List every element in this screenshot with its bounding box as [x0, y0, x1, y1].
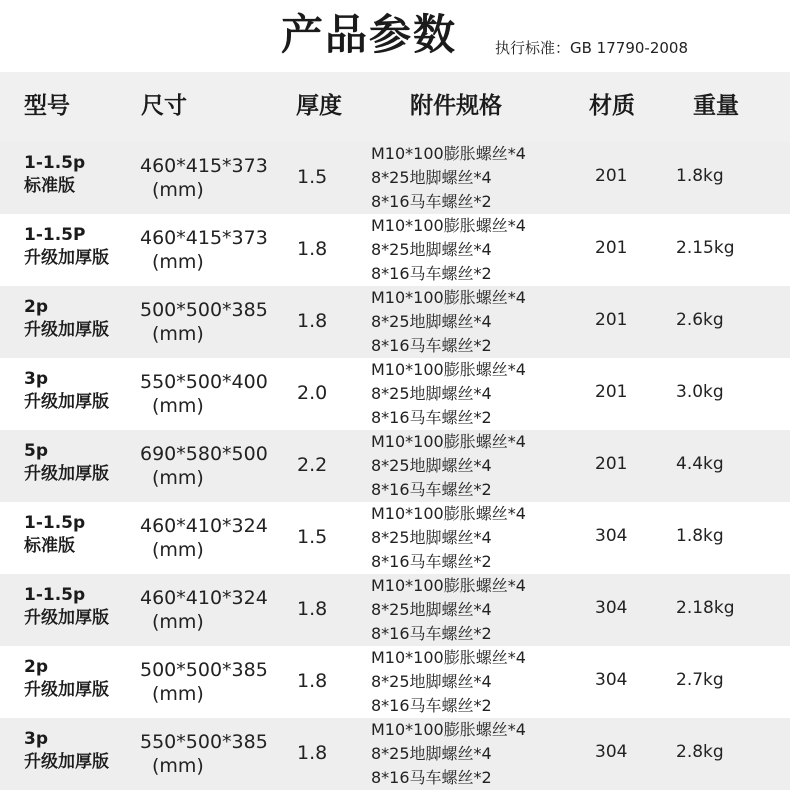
size-value: 500*500*385 [140, 659, 268, 681]
accessory-anchor-screw: 8*25地脚螺丝*4 [371, 312, 492, 331]
model-version: 升级加厚版 [24, 680, 109, 700]
size-unit: (mm) [152, 179, 204, 201]
thickness-value: 2.2 [297, 454, 328, 476]
thickness-value: 1.8 [297, 310, 328, 332]
size-cell [140, 514, 268, 562]
model-cell [24, 368, 109, 414]
size-cell [140, 442, 268, 490]
accessory-anchor-screw: 8*25地脚螺丝*4 [371, 168, 492, 187]
material-value: 304 [595, 526, 628, 546]
model-name: 2p [24, 657, 48, 677]
accessory-anchor-screw: 8*25地脚螺丝*4 [371, 456, 492, 475]
model-version: 升级加厚版 [24, 464, 109, 484]
size-unit: (mm) [152, 467, 204, 489]
accessory-expansion-screw: M10*100膨胀螺丝*4 [371, 720, 526, 739]
size-value: 460*415*373 [140, 227, 268, 249]
size-value: 500*500*385 [140, 299, 268, 321]
accessory-carriage-bolt: 8*16马车螺丝*2 [371, 480, 492, 499]
accessory-expansion-screw: M10*100膨胀螺丝*4 [371, 144, 526, 163]
model-version: 升级加厚版 [24, 392, 109, 412]
model-cell [24, 512, 85, 558]
weight-value: 2.8kg [676, 742, 724, 762]
accessories-cell [371, 286, 526, 358]
accessories-cell [371, 646, 526, 718]
size-cell [140, 730, 268, 778]
model-name: 3p [24, 729, 48, 749]
table-row [0, 646, 790, 718]
thickness-value: 1.5 [297, 526, 328, 548]
accessory-anchor-screw: 8*25地脚螺丝*4 [371, 672, 492, 691]
size-unit: (mm) [152, 323, 204, 345]
header-thickness: 厚度 [296, 93, 342, 119]
accessory-expansion-screw: M10*100膨胀螺丝*4 [371, 576, 526, 595]
size-unit: (mm) [152, 395, 204, 417]
size-value: 550*500*385 [140, 731, 268, 753]
model-cell [24, 656, 109, 702]
weight-value: 2.7kg [676, 670, 724, 690]
table-row [0, 430, 790, 502]
accessory-carriage-bolt: 8*16马车螺丝*2 [371, 408, 492, 427]
model-name: 3p [24, 369, 48, 389]
size-unit: (mm) [152, 611, 204, 633]
size-value: 690*580*500 [140, 443, 268, 465]
model-version: 升级加厚版 [24, 320, 109, 340]
size-cell [140, 226, 268, 274]
model-name: 2p [24, 297, 48, 317]
model-cell [24, 224, 109, 270]
title-bar [0, 0, 790, 72]
accessory-anchor-screw: 8*25地脚螺丝*4 [371, 384, 492, 403]
accessory-carriage-bolt: 8*16马车螺丝*2 [371, 768, 492, 787]
header-model: 型号 [24, 93, 70, 119]
accessory-expansion-screw: M10*100膨胀螺丝*4 [371, 360, 526, 379]
table-row [0, 214, 790, 286]
accessory-expansion-screw: M10*100膨胀螺丝*4 [371, 432, 526, 451]
accessory-carriage-bolt: 8*16马车螺丝*2 [371, 552, 492, 571]
accessory-carriage-bolt: 8*16马车螺丝*2 [371, 336, 492, 355]
material-value: 201 [595, 382, 628, 402]
table-row [0, 286, 790, 358]
size-value: 460*410*324 [140, 587, 268, 609]
weight-value: 1.8kg [676, 166, 724, 186]
accessory-expansion-screw: M10*100膨胀螺丝*4 [371, 648, 526, 667]
weight-value: 3.0kg [676, 382, 724, 402]
thickness-value: 1.8 [297, 670, 328, 692]
thickness-value: 1.8 [297, 238, 328, 260]
accessory-anchor-screw: 8*25地脚螺丝*4 [371, 600, 492, 619]
material-value: 201 [595, 166, 628, 186]
accessories-cell [371, 142, 526, 214]
accessory-anchor-screw: 8*25地脚螺丝*4 [371, 240, 492, 259]
model-cell [24, 440, 109, 486]
table-row [0, 574, 790, 646]
header-size: 尺寸 [141, 93, 187, 119]
size-cell [140, 586, 268, 634]
model-name: 5p [24, 441, 48, 461]
model-cell [24, 728, 109, 774]
accessory-carriage-bolt: 8*16马车螺丝*2 [371, 192, 492, 211]
material-value: 201 [595, 238, 628, 258]
table-header [0, 72, 790, 142]
weight-value: 2.6kg [676, 310, 724, 330]
table-row [0, 142, 790, 214]
model-cell [24, 296, 109, 342]
table-row [0, 358, 790, 430]
accessories-cell [371, 574, 526, 646]
accessory-expansion-screw: M10*100膨胀螺丝*4 [371, 216, 526, 235]
accessories-cell [371, 430, 526, 502]
size-unit: (mm) [152, 251, 204, 273]
accessories-cell [371, 358, 526, 430]
accessories-cell [371, 502, 526, 574]
table-row [0, 502, 790, 574]
material-value: 304 [595, 670, 628, 690]
accessories-cell [371, 214, 526, 286]
accessory-carriage-bolt: 8*16马车螺丝*2 [371, 624, 492, 643]
model-name: 1-1.5P [24, 225, 86, 245]
weight-value: 2.18kg [676, 598, 735, 618]
model-name: 1-1.5p [24, 513, 86, 533]
size-value: 550*500*400 [140, 371, 268, 393]
model-version: 升级加厚版 [24, 248, 109, 268]
accessories-cell [371, 718, 526, 790]
size-value: 460*410*324 [140, 515, 268, 537]
size-cell [140, 658, 268, 706]
weight-value: 1.8kg [676, 526, 724, 546]
model-version: 升级加厚版 [24, 752, 109, 772]
accessory-anchor-screw: 8*25地脚螺丝*4 [371, 528, 492, 547]
table-row [0, 718, 790, 790]
weight-value: 2.15kg [676, 238, 735, 258]
model-cell [24, 152, 85, 198]
accessory-carriage-bolt: 8*16马车螺丝*2 [371, 264, 492, 283]
header-accessories: 附件规格 [410, 93, 502, 119]
header-material: 材质 [589, 93, 635, 119]
size-unit: (mm) [152, 683, 204, 705]
thickness-value: 1.8 [297, 598, 328, 620]
thickness-value: 1.5 [297, 166, 328, 188]
header-weight: 重量 [693, 93, 739, 119]
material-value: 304 [595, 598, 628, 618]
material-value: 201 [595, 310, 628, 330]
thickness-value: 2.0 [297, 382, 328, 404]
model-name: 1-1.5p [24, 153, 86, 173]
model-version: 标准版 [24, 176, 75, 196]
size-cell [140, 298, 268, 346]
thickness-value: 1.8 [297, 742, 328, 764]
accessory-anchor-screw: 8*25地脚螺丝*4 [371, 744, 492, 763]
accessory-carriage-bolt: 8*16马车螺丝*2 [371, 696, 492, 715]
model-name: 1-1.5p [24, 585, 86, 605]
weight-value: 4.4kg [676, 454, 724, 474]
material-value: 304 [595, 742, 628, 762]
size-cell [140, 370, 268, 418]
model-version: 升级加厚版 [24, 608, 109, 628]
size-unit: (mm) [152, 539, 204, 561]
accessory-expansion-screw: M10*100膨胀螺丝*4 [371, 504, 526, 523]
size-cell [140, 154, 268, 202]
size-unit: (mm) [152, 755, 204, 777]
page-title: 产品参数 [281, 10, 458, 59]
model-version: 标准版 [24, 536, 75, 556]
execution-standard: 执行标准：GB 17790-2008 [495, 39, 688, 57]
model-cell [24, 584, 109, 630]
size-value: 460*415*373 [140, 155, 268, 177]
accessory-expansion-screw: M10*100膨胀螺丝*4 [371, 288, 526, 307]
material-value: 201 [595, 454, 628, 474]
